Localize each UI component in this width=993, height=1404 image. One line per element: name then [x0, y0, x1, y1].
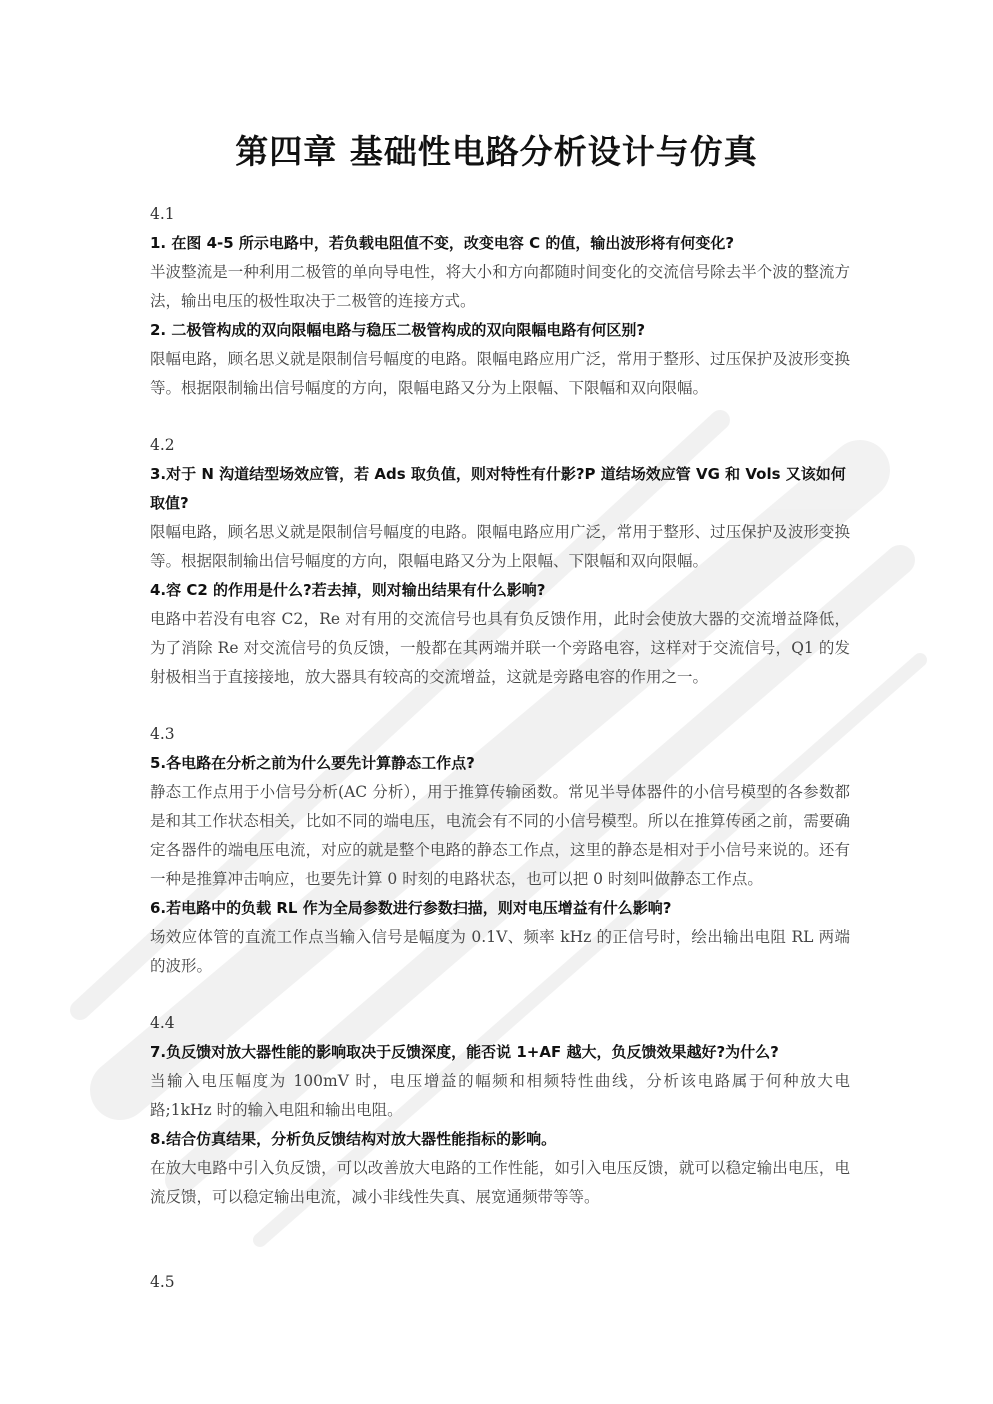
answer: 在放大电路中引入负反馈，可以改善放大电路的工作性能，如引入电压反馈，就可以稳定输出电压，电流反馈，可以稳定输出电流，减小非线性失真、展宽通频带等等。 [150, 1159, 850, 1206]
document-body [150, 200, 850, 1297]
question: 2. 二极管构成的双向限幅电路与稳压二极管构成的双向限幅电路有何区别? [150, 321, 646, 339]
question: 6.若电路中的负载 RL 作为全局参数进行参数扫描，则对电压增益有什么影响? [150, 899, 672, 917]
answer: 限幅电路，顾名思义就是限制信号幅度的电路。限幅电路应用广泛，常用于整形、过压保护及波形变换等。根据限制输出信号幅度的方向，限幅电路又分为上限幅、下限幅和双向限幅。 [150, 523, 850, 570]
spacer [150, 403, 850, 431]
question: 3.对于 N 沟道结型场效应管，若 Ads 取负值，则对特性有什影?P 道结场效应管 VG 和 Vols 又该如何取值? [150, 465, 846, 512]
spacer [150, 981, 850, 1009]
question: 5.各电路在分析之前为什么要先计算静态工作点? [150, 754, 475, 772]
spacer [150, 692, 850, 720]
section-heading: 4.5 [150, 1273, 175, 1291]
answer: 场效应体管的直流工作点当输入信号是幅度为 0.1V、频率 kHz 的正信号时，绘出输出电阻 RL 两端的波形。 [150, 928, 850, 975]
question: 7.负反馈对放大器性能的影响取决于反馈深度，能否说 1+AF 越大，负反馈效果越好?为什么? [150, 1043, 779, 1061]
page-title: 第四章 基础性电路分析设计与仿真 [235, 132, 758, 171]
question: 1. 在图 4-5 所示电路中，若负载电阻值不变，改变电容 C 的值，输出波形将有何变化? [150, 234, 735, 252]
section-heading: 4.3 [150, 725, 175, 743]
answer: 限幅电路，顾名思义就是限制信号幅度的电路。限幅电路应用广泛，常用于整形、过压保护及波形变换等。根据限制输出信号幅度的方向，限幅电路又分为上限幅、下限幅和双向限幅。 [150, 350, 850, 397]
answer: 半波整流是一种利用二极管的单向导电性，将大小和方向都随时间变化的交流信号除去半个波的整流方法，输出电压的极性取决于二极管的连接方式。 [150, 263, 850, 310]
answer: 静态工作点用于小信号分析(AC 分析），用于推算传输函数。常见半导体器件的小信号模型的各参数都是和其工作状态相关，比如不同的端电压，电流会有不同的小信号模型。所以在推算传函之前，需要确定各器件的端电压电流，对应的就是整个电路的静态工作点，这里的静态是相对于小信号来说的。还有一种是推算冲击响应，也要先计算 0 时刻的电路状态，也可以把 0 时刻叫做静态工作点。 [150, 783, 850, 888]
section-heading: 4.1 [150, 205, 175, 223]
section-heading: 4.2 [150, 436, 175, 454]
question: 8.结合仿真结果，分析负反馈结构对放大器性能指标的影响。 [150, 1130, 557, 1148]
answer: 当输入电压幅度为 100mV 时，电压增益的幅频和相频特性曲线，分析该电路属于何种放大电路;1kHz 时的输入电阻和输出电阻。 [150, 1072, 850, 1119]
answer: 电路中若没有电容 C2，Re 对有用的交流信号也具有负反馈作用，此时会使放大器的交流增益降低，为了消除 Re 对交流信号的负反馈，一般都在其两端并联一个旁路电容，这样对于交流信号，Q1 的发射极相当于直接接地，放大器具有较高的交流增益，这就是旁路电容的作用之一。 [150, 610, 850, 686]
question: 4.容 C2 的作用是什么?若去掉，则对输出结果有什么影响? [150, 581, 546, 599]
spacer [150, 1212, 850, 1268]
section-heading: 4.4 [150, 1014, 175, 1032]
